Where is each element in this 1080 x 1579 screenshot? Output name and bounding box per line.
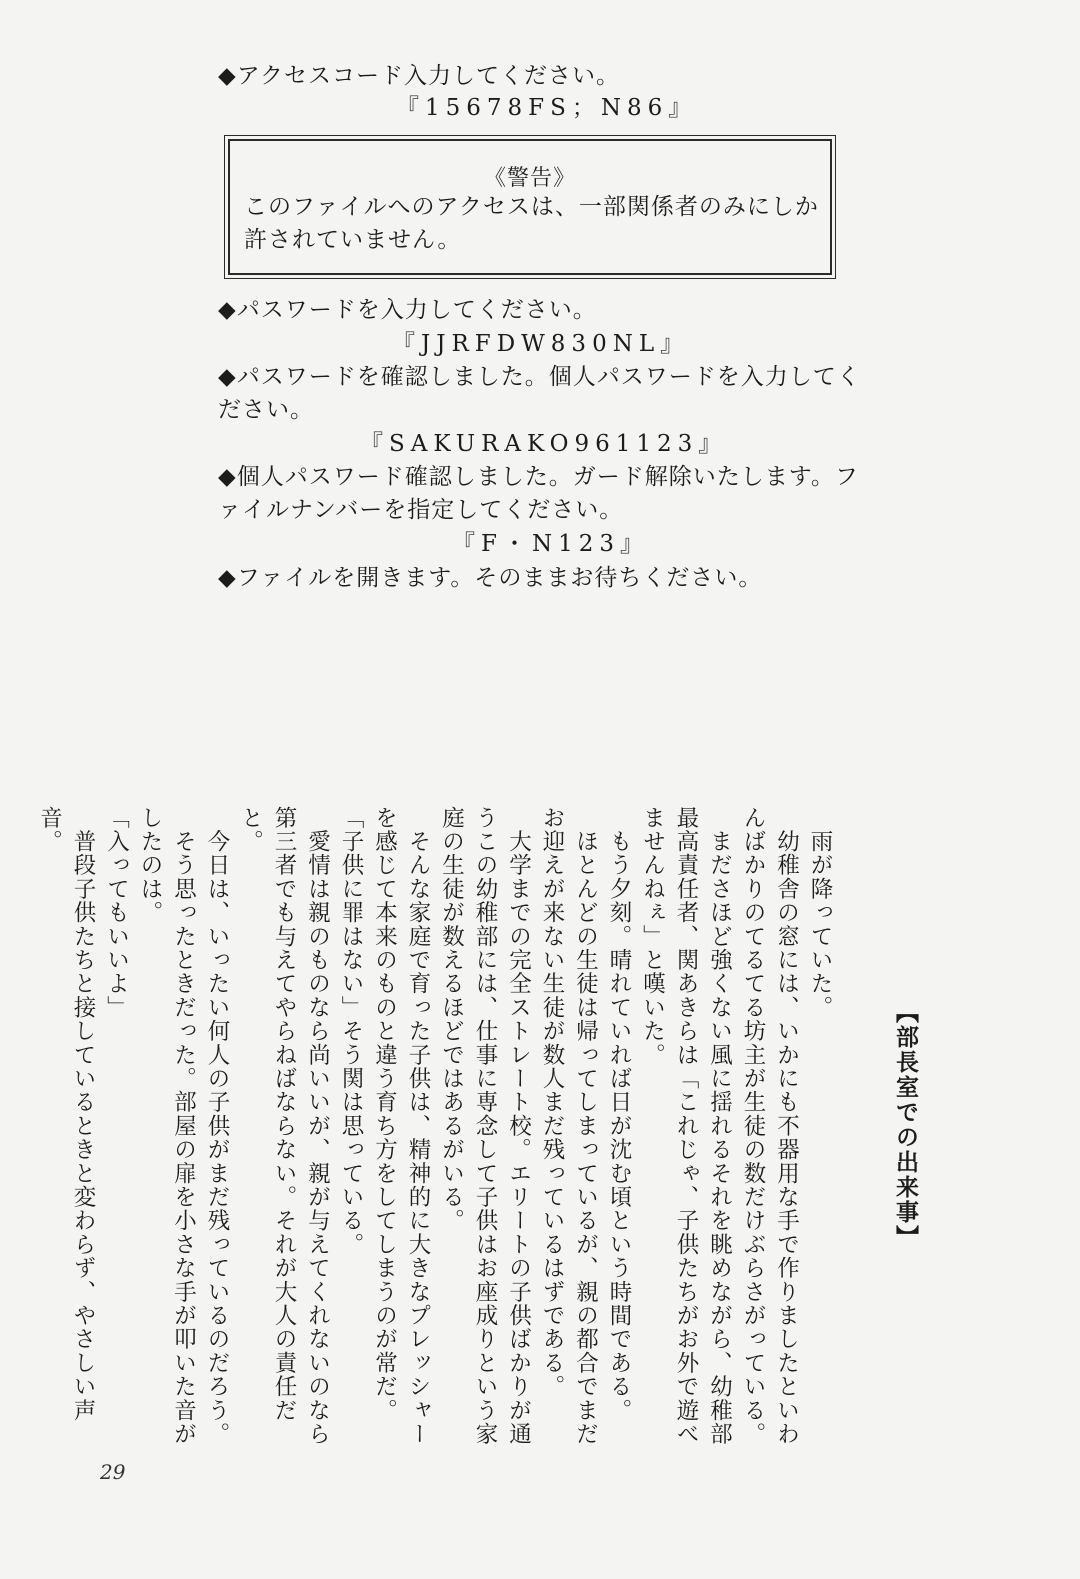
warning-box [228, 139, 832, 275]
story-paragraph: そんな家庭で育った子供は、精神的に大きなプレッシャーを感じて本来のものと違う育ち方をしてしまうのが常だ。 [371, 806, 431, 1446]
story-paragraph: 幼稚舎の窓には、いかにも不器用な手で作りましたといわんばかりのてるてる坊主が生徒の数だけぶらさがっている。 [740, 806, 800, 1446]
story-paragraph: もう夕刻。晴れていれば日が沈む頃という時間である。 [606, 806, 632, 1423]
personal-password-prompt-line2: ださい。 [218, 397, 314, 423]
story-paragraph: 大学までの完全ストレート校。エリートの子供ばかりが通うこの幼稚部には、仕事に専念して子供はお座成りという家庭の生徒が数えるほどではあるがいる。 [438, 806, 532, 1446]
story-paragraph: 今日は、いったい何人の子供がまだ残っているのだろう。 [204, 806, 230, 1446]
story-paragraph: ほとんどの生徒は帰ってしまっているが、親の都合でまだお迎えが来ない生徒が数人まだ残っているはずである。 [539, 806, 599, 1446]
file-open-message: ◆ファイルを開きます。そのままお待ちください。 [218, 565, 763, 591]
section-title: 【部長室での出来事】 [892, 1000, 919, 1250]
story-paragraph: 雨が降っていた。 [807, 806, 833, 1020]
access-code-prompt: ◆アクセスコード入力してください。 [218, 63, 620, 89]
personal-password-input: 『SAKURAKO961123』 [360, 431, 728, 457]
story-paragraph: まださほど強くない風に揺れるそれを眺めながら、幼稚部最高責任者、関あきらは「これじゃ、子供たちがお外で遊べませんねぇ」と嘆いた。 [639, 806, 733, 1446]
story-paragraph: 「入ってもいいよ」 [103, 806, 130, 1020]
access-code-input: 『15678FS；N86』 [396, 95, 698, 121]
story-paragraph: 「子供に罪はない」そう関は思っている。 [338, 806, 364, 1257]
password-prompt: ◆パスワードを入力してください。 [218, 297, 597, 323]
story-paragraph: 愛情は親のものなら尚いいが、親が与えてくれないのなら第三者でも与えてやらねばならない。それが大人の責任だと。 [237, 806, 331, 1446]
story-paragraph: そう思ったときだった。部屋の扉を小さな手が叩いた音がしたのは。 [137, 806, 197, 1446]
story-paragraph: 普段子供たちと接しているときと変わらず、やさしい声音。 [36, 806, 96, 1423]
file-number-prompt-line2: ァイルナンバーを指定してください。 [218, 497, 624, 523]
warning-title: 《警告》 [483, 166, 576, 191]
file-number-prompt-line1: ◆個人パスワード確認しました。ガード解除いたします。フ [218, 464, 859, 490]
file-number-input: 『F・N123』 [452, 531, 649, 557]
password-input: 『JJRFDW830NL』 [392, 331, 690, 357]
story-text [36, 806, 836, 1446]
warning-body: このファイルへのアクセスは、一部関係者のみにしか許されていません。 [244, 194, 819, 253]
page-number: 29 [100, 1460, 126, 1484]
personal-password-prompt-line1: ◆パスワードを確認しました。個人パスワードを入力してく [218, 364, 861, 390]
